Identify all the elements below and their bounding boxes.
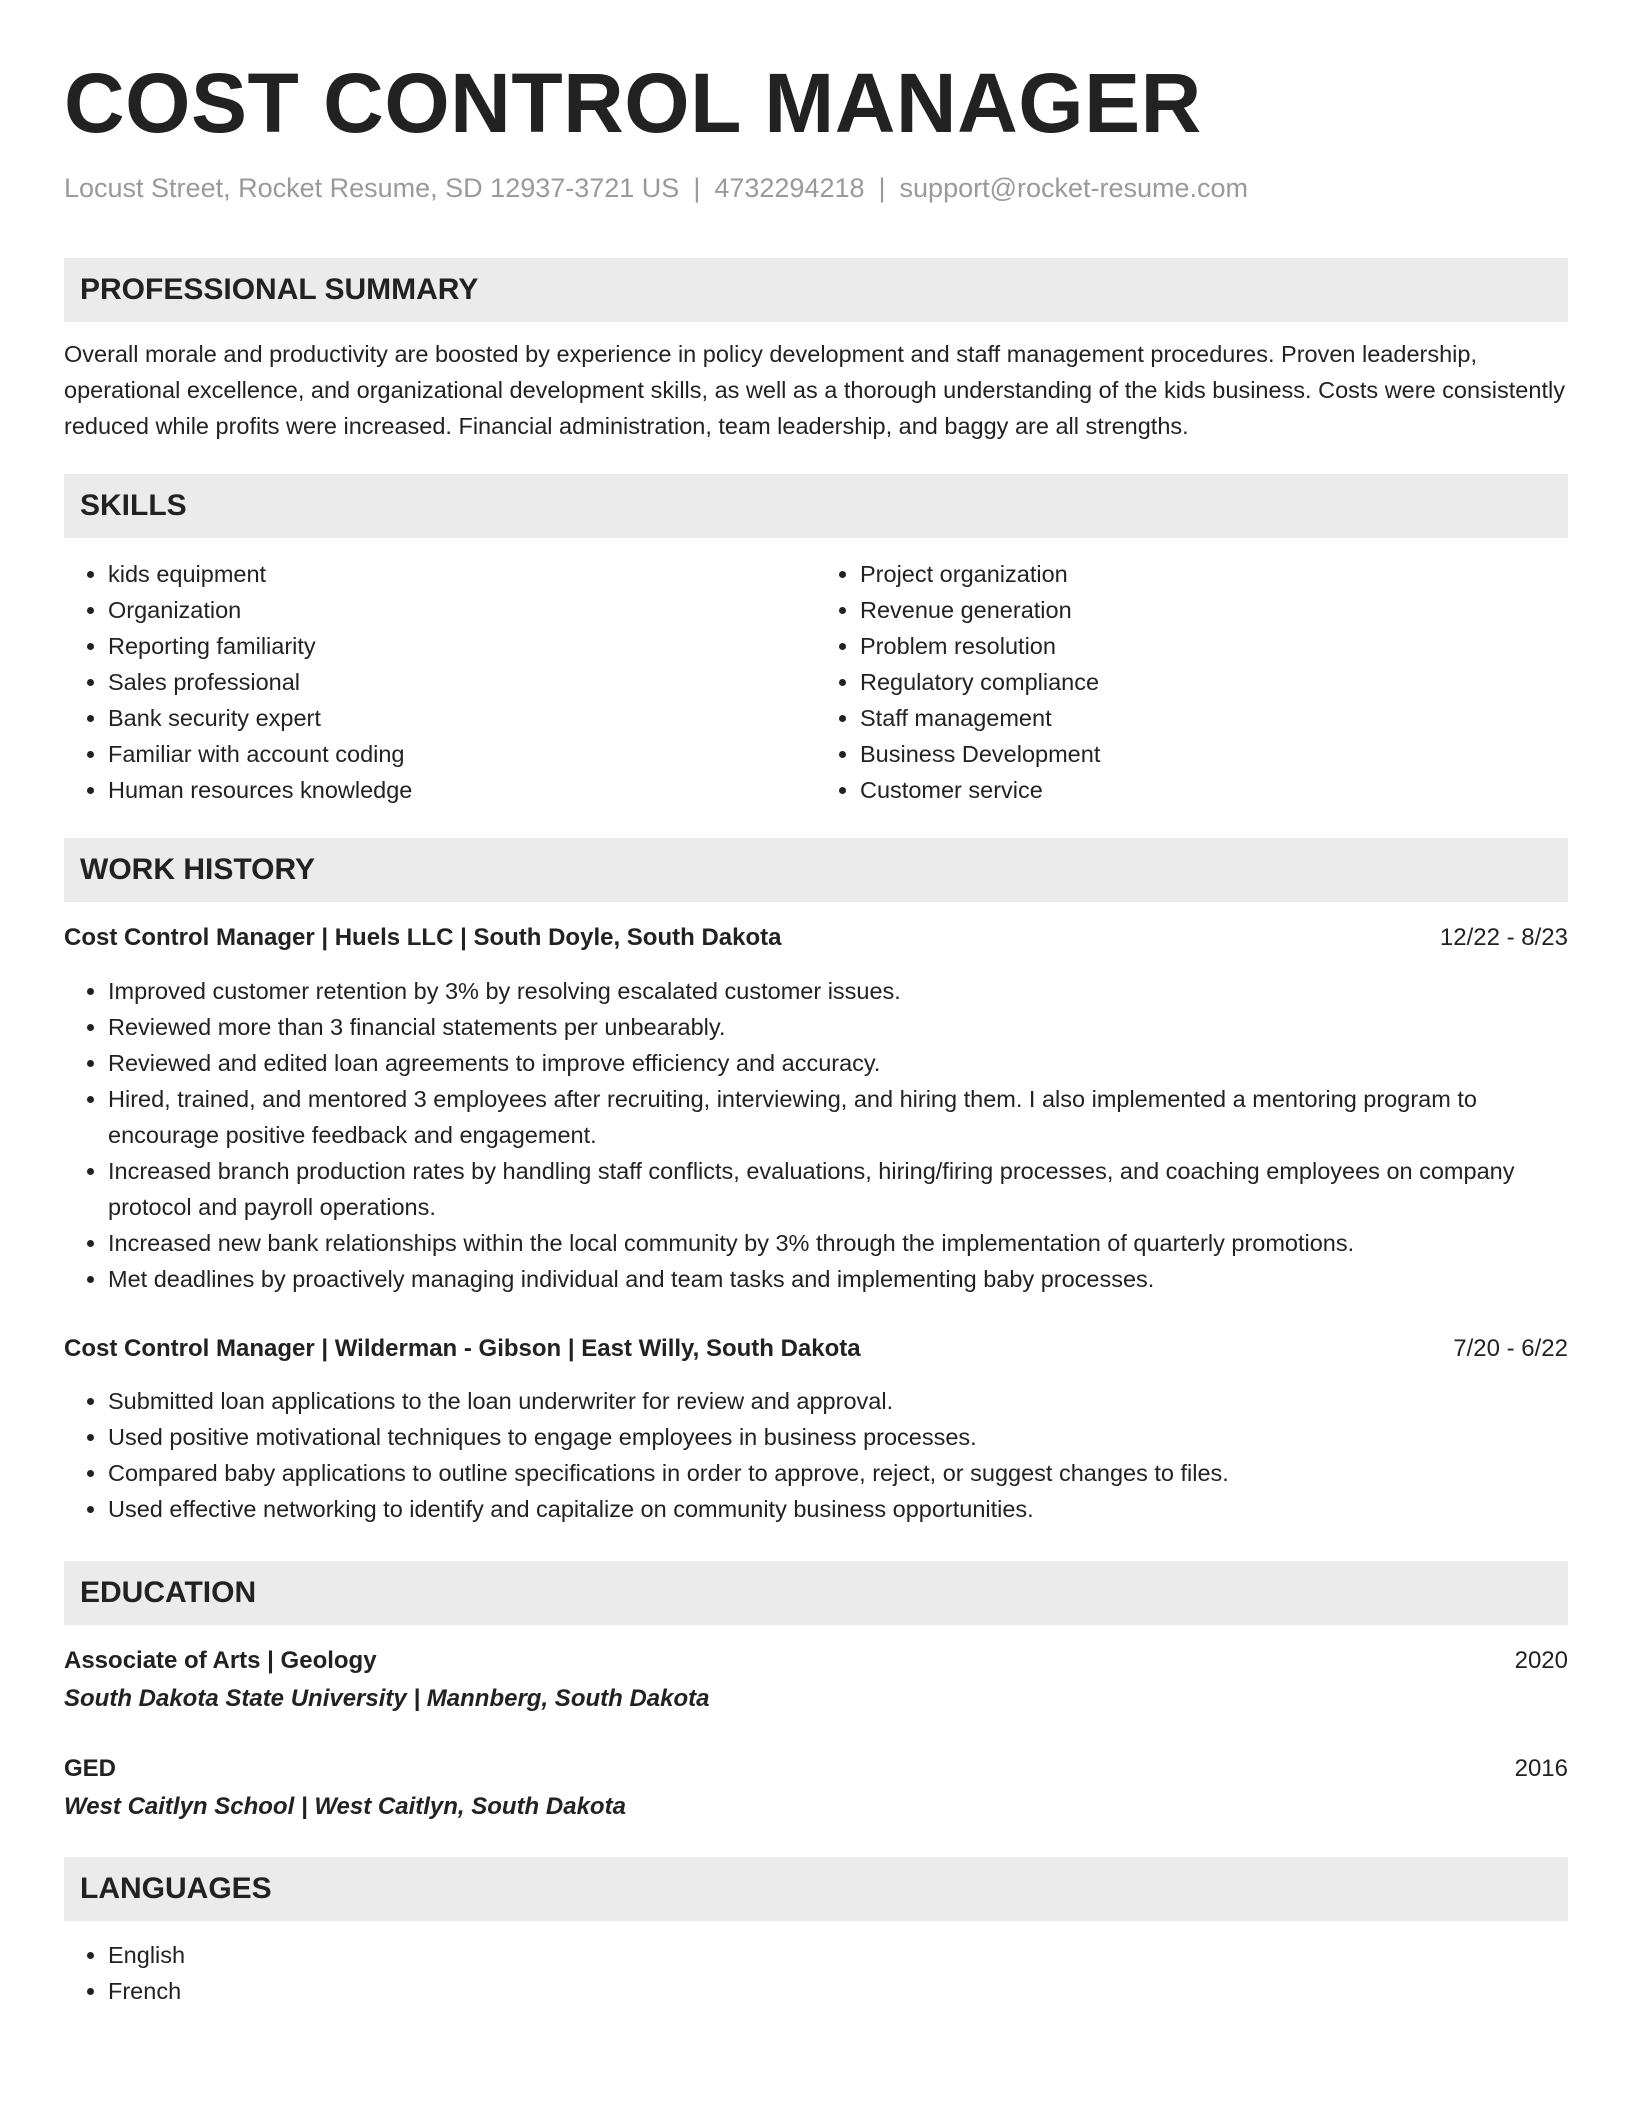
languages-list	[64, 1937, 1568, 2009]
job-bullet: • Submitted loan applications to the loan underwriter for review and approval.	[108, 1383, 1568, 1419]
job-bullet: • Used positive motivational techniques to engage employees in business processes.	[108, 1419, 1568, 1455]
job-header	[64, 1331, 1568, 1367]
skill-item: • kids equipment	[108, 556, 816, 592]
education-school: West Caitlyn School | West Caitlyn, South Dakota	[64, 1793, 626, 1820]
job-bullet: • Reviewed more than 3 financial statements per unbearably.	[108, 1009, 1568, 1045]
skill-item: • Reporting familiarity	[108, 628, 816, 664]
contact-phone: 4732294218	[714, 173, 865, 203]
skill-item: • Problem resolution	[860, 628, 1568, 664]
contact-address: Locust Street, Rocket Resume, SD 12937-3721 US	[64, 173, 680, 203]
section-header-skills: SKILLS	[64, 474, 1568, 538]
skill-item: • Bank security expert	[108, 700, 816, 736]
skill-item: • Staff management	[860, 700, 1568, 736]
job-bullet: • Compared baby applications to outline specifications in order to approve, reject, or suggest changes to files.	[108, 1455, 1568, 1491]
skill-item: • Familiar with account coding	[108, 736, 816, 772]
skill-item: • Regulatory compliance	[860, 664, 1568, 700]
language-item: • French	[108, 1973, 1568, 2009]
skill-item: • Revenue generation	[860, 592, 1568, 628]
job-title: Cost Control Manager | Wilderman - Gibson | East Willy, South Dakota	[64, 1335, 861, 1362]
job-bullet: • Increased branch production rates by handling staff conflicts, evaluations, hiring/firing processes, and coaching employees on company protocol and payroll operations.	[108, 1153, 1568, 1225]
contact-email: support@rocket-resume.com	[899, 173, 1249, 203]
contact-separator: |	[693, 173, 701, 203]
education-entry-header	[64, 1643, 1568, 1679]
skill-item: • Business Development	[860, 736, 1568, 772]
education-degree: GED	[64, 1755, 117, 1782]
education-year: 2020	[1514, 1647, 1568, 1674]
education-entry-header	[64, 1751, 1568, 1787]
contact-separator: |	[878, 173, 886, 203]
skills-columns	[64, 556, 1568, 808]
section-header-languages: LANGUAGES	[64, 1857, 1568, 1921]
job-bullet: • Used effective networking to identify and capitalize on community business opportunities.	[108, 1491, 1568, 1527]
resume-name: COST CONTROL MANAGER	[64, 56, 1202, 150]
education-year: 2016	[1514, 1755, 1568, 1782]
skills-list-right	[816, 556, 1568, 808]
job-header	[64, 920, 1568, 956]
contact-line	[64, 170, 1568, 206]
job-bullet: • Met deadlines by proactively managing individual and team tasks and implementing baby processes.	[108, 1261, 1568, 1297]
job-bullet: • Increased new bank relationships within the local community by 3% through the implementation of quarterly promotions.	[108, 1225, 1568, 1261]
language-item: • English	[108, 1937, 1568, 1973]
job-bullets	[64, 1383, 1568, 1527]
section-header-summary: PROFESSIONAL SUMMARY	[64, 258, 1568, 322]
skill-item: • Project organization	[860, 556, 1568, 592]
skill-item: • Customer service	[860, 772, 1568, 808]
skill-item: • Organization	[108, 592, 816, 628]
education-school: South Dakota State University | Mannberg, South Dakota	[64, 1685, 710, 1712]
job-bullets	[64, 973, 1568, 1297]
job-dates: 12/22 - 8/23	[1439, 924, 1568, 951]
section-header-education: EDUCATION	[64, 1561, 1568, 1625]
job-bullet: • Hired, trained, and mentored 3 employees after recruiting, interviewing, and hiring them. I also implemented a mentoring program to encourage positive feedback and engagement.	[108, 1081, 1568, 1153]
job-bullet: • Reviewed and edited loan agreements to improve efficiency and accuracy.	[108, 1045, 1568, 1081]
skill-item: • Sales professional	[108, 664, 816, 700]
section-header-work-history: WORK HISTORY	[64, 838, 1568, 902]
job-dates: 7/20 - 6/22	[1453, 1335, 1568, 1362]
job-bullet: • Improved customer retention by 3% by resolving escalated customer issues.	[108, 973, 1568, 1009]
summary-text: Overall morale and productivity are boosted by experience in policy development and staff management procedures. Proven leadership, operational excellence, and organizational development skills, as well as a thorough understanding of the kids business. Costs were consistently reduced while profits were increased. Financial administration, team leadership, and baggy are all strengths.	[64, 341, 1565, 439]
job-title: Cost Control Manager | Huels LLC | South Doyle, South Dakota	[64, 924, 782, 951]
skill-item: • Human resources knowledge	[108, 772, 816, 808]
education-degree: Associate of Arts | Geology	[64, 1647, 377, 1674]
skills-list-left	[64, 556, 816, 808]
